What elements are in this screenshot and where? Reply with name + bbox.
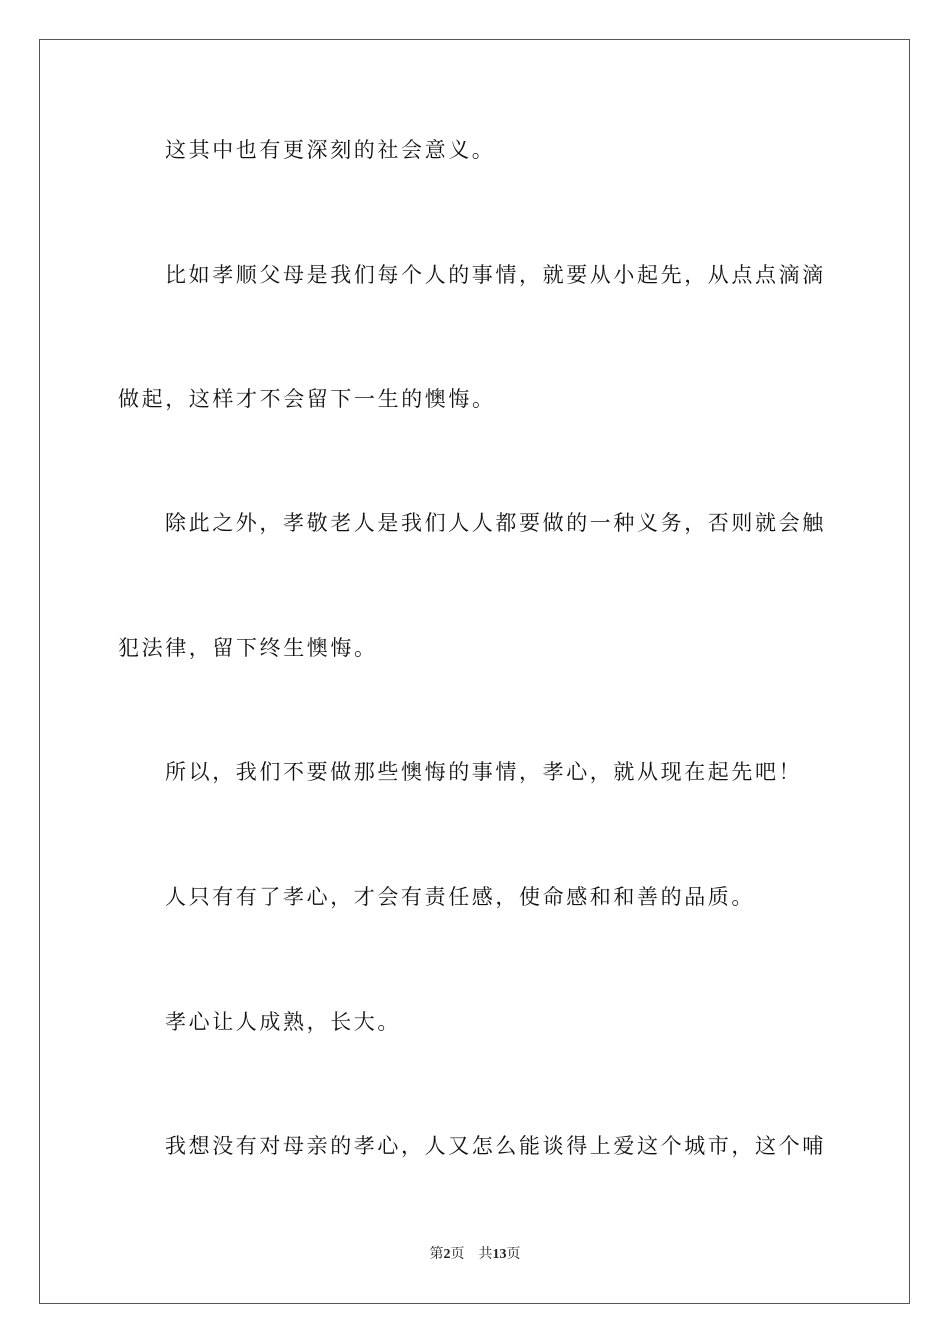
paragraph-line-2: 比如孝顺父母是我们每个人的事情，就要从小起先，从点点滴滴 — [165, 263, 826, 287]
footer-page-number: 2 — [443, 1247, 451, 1262]
paragraph-line-8: 孝心让人成熟，长大。 — [165, 1010, 401, 1034]
page-footer — [0, 1243, 950, 1263]
footer-page-prefix: 第 — [429, 1247, 444, 1262]
paragraph-line-4: 除此之外，孝敬老人是我们人人都要做的一种义务，否则就会触 — [165, 511, 826, 535]
footer-page-suffix: 页 — [450, 1247, 465, 1262]
paragraph-line-9: 我想没有对母亲的孝心，人又怎么能谈得上爱这个城市，这个哺 — [165, 1134, 826, 1158]
paragraph-line-5: 犯法律，留下终生懊悔。 — [118, 636, 378, 660]
paragraph-line-1: 这其中也有更深刻的社会意义。 — [165, 138, 496, 162]
paragraph-line-3: 做起，这样才不会留下一生的懊悔。 — [118, 387, 496, 411]
paragraph-line-6: 所以，我们不要做那些懊悔的事情，孝心，就从现在起先吧！ — [165, 760, 803, 784]
footer-total-pages: 13 — [492, 1247, 507, 1262]
page-frame — [39, 39, 910, 1304]
footer-total-suffix: 页 — [506, 1247, 521, 1262]
footer-total-prefix: 共 — [478, 1247, 493, 1262]
paragraph-line-7: 人只有有了孝心，才会有责任感，使命感和和善的品质。 — [165, 885, 755, 909]
